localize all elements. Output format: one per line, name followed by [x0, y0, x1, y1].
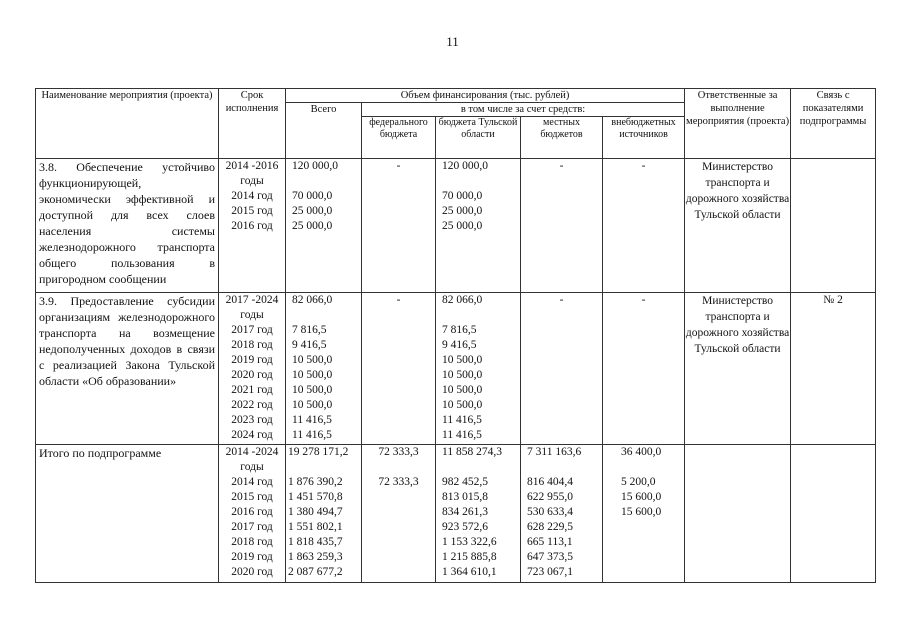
header-extra: внебюджетных источников [603, 117, 685, 159]
header-responsible: Ответственные за выполнение мероприятия (проекта) [685, 89, 791, 159]
header-including: в том числе за счет средств: [362, 103, 685, 117]
page-number: 11 [446, 34, 459, 49]
row-terms: 2014 -2016 годы 2014 год 2015 год 2016 год [219, 159, 286, 293]
row-link [791, 159, 876, 293]
header-tula: бюджета Тульской области [436, 117, 521, 159]
header-name: Наименование мероприятия (проекта) [36, 89, 219, 159]
header-term: Срок исполнения [219, 89, 286, 159]
table-row [36, 293, 876, 445]
row-extra: - [603, 159, 685, 293]
row-tula: 120 000,0 70 000,0 25 000,0 25 000,0 [436, 159, 521, 293]
header-total: Всего [286, 103, 362, 159]
row-federal: - [362, 159, 436, 293]
row-total: 19 278 171,2 1 876 390,2 1 451 570,8 1 380 494,7 1 551 802,1 1 818 435,7 1 863 259,3 2 087 677,2 [286, 445, 362, 583]
header-local: местных бюджетов [521, 117, 603, 159]
row-federal: 72 333,3 72 333,3 [362, 445, 436, 583]
row-local: - [521, 293, 603, 445]
header-link: Связь с показателями подпрограммы [791, 89, 876, 159]
row-responsible: Министерство транспорта и дорожного хозяйства Тульской области [685, 293, 791, 445]
row-extra: - [603, 293, 685, 445]
row-total: 82 066,0 7 816,5 9 416,5 10 500,0 10 500,0 10 500,0 10 500,0 11 416,5 11 416,5 [286, 293, 362, 445]
financing-table [35, 88, 876, 583]
header-volume: Объем финансирования (тыс. рублей) [286, 89, 685, 103]
row-terms: 2017 -2024 годы 2017 год 2018 год 2019 год 2020 год 2021 год 2022 год 2023 год 2024 год [219, 293, 286, 445]
row-terms: 2014 -2024 годы 2014 год 2015 год 2016 год 2017 год 2018 год 2019 год 2020 год [219, 445, 286, 583]
row-extra: 36 400,0 5 200,0 15 600,0 15 600,0 [603, 445, 685, 583]
row-local: - [521, 159, 603, 293]
row-federal: - [362, 293, 436, 445]
row-link [791, 445, 876, 583]
row-tula: 82 066,0 7 816,5 9 416,5 10 500,0 10 500,0 10 500,0 10 500,0 11 416,5 11 416,5 [436, 293, 521, 445]
row-responsible [685, 445, 791, 583]
header-federal: федерального бюджета [362, 117, 436, 159]
row-name: 3.8. Обеспечение устойчиво функционирующей, экономически эффективной и доступной для всех слоев населения системы железнодорожного транспорта общего пользования в пригородном сообщении [36, 159, 219, 293]
row-tula: 11 858 274,3 982 452,5 813 015,8 834 261,3 923 572,6 1 153 322,6 1 215 885,8 1 364 610,1 [436, 445, 521, 583]
table-row [36, 159, 876, 293]
row-link: № 2 [791, 293, 876, 445]
table-row [36, 445, 876, 583]
row-name: Итого по подпрограмме [36, 445, 219, 583]
row-responsible: Министерство транспорта и дорожного хозяйства Тульской области [685, 159, 791, 293]
row-name: 3.9. Предоставление субсидии организациям железнодорожного транспорта на возмещение недополученных доходов в связи с реализацией Закона Тульской области «Об образовании» [36, 293, 219, 445]
row-total: 120 000,0 70 000,0 25 000,0 25 000,0 [286, 159, 362, 293]
row-local: 7 311 163,6 816 404,4 622 955,0 530 633,4 628 229,5 665 113,1 647 373,5 723 067,1 [521, 445, 603, 583]
